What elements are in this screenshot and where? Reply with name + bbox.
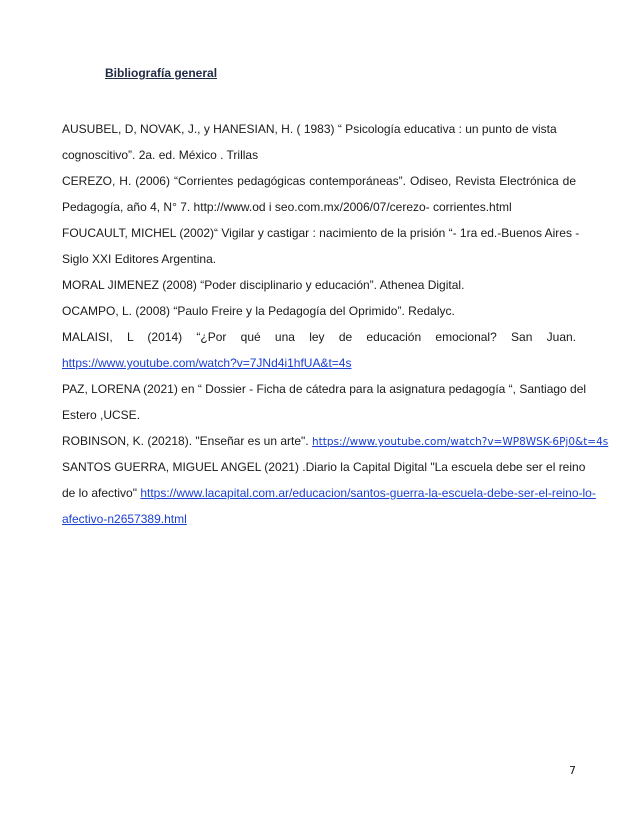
reference-santos-guerra <box>62 454 596 532</box>
reference-line: PAZ, LORENA (2021) en “ Dossier - Ficha de cátedra para la asignatura pedagogía “, Santiago del <box>62 382 587 396</box>
reference-line: AUSUBEL, D, NOVAK, J., y HANESIAN, H. ( 1983) “ Psicología educativa : un punto de vista <box>62 122 557 136</box>
reference-ausubel <box>62 116 576 168</box>
reference-line: CEREZO, H. (2006) “Corrientes pedagógicas contemporáneas”. Odiseo, Revista Electrónica de <box>62 174 576 188</box>
reference-line: FOUCAULT, MICHEL (2002)“ Vigilar y castigar : nacimiento de la prisión “- 1ra ed.-Buenos Aires - <box>62 226 580 240</box>
reference-line <box>62 428 609 455</box>
reference-robinson <box>62 428 609 455</box>
reference-line: SANTOS GUERRA, MIGUEL ANGEL (2021) .Diario la Capital Digital "La escuela debe ser el reino <box>62 460 586 474</box>
reference-malaisi <box>62 324 576 376</box>
page-heading: Bibliografía general <box>105 66 218 80</box>
reference-line: cognoscitivo”. 2a. ed. México . Trillas <box>62 148 259 162</box>
reference-moral <box>62 272 576 298</box>
reference-text: ROBINSON, K. (20218). "Enseñar es un arte". <box>62 434 312 448</box>
page-number: 7 <box>569 764 576 777</box>
reference-line: Estero ,UCSE. <box>62 408 141 422</box>
youtube-link-malaisi[interactable]: https://www.youtube.com/watch?v=7JNd4i1hfUA&t=4s <box>62 356 352 370</box>
reference-line <box>62 506 576 532</box>
reference-line <box>62 350 576 376</box>
reference-line <box>62 480 596 506</box>
reference-line: Pedagogía, año 4, N° 7. http://www.od i seo.com.mx/2006/07/cerezo- corrientes.html <box>62 200 512 214</box>
reference-line: OCAMPO, L. (2008) “Paulo Freire y la Pedagogía del Oprimido”. Redalyc. <box>62 304 455 318</box>
reference-text: de lo afectivo" <box>62 486 141 500</box>
reference-paz <box>62 376 587 428</box>
lacapital-link-part1[interactable]: https://www.lacapital.com.ar/educacion/santos-guerra-la-escuela-debe-ser-el-reino-lo- <box>140 486 596 500</box>
reference-line: MORAL JIMENEZ (2008) “Poder disciplinario y educación”. Athenea Digital. <box>62 278 465 292</box>
reference-line: Siglo XXI Editores Argentina. <box>62 252 217 266</box>
reference-foucault <box>62 220 580 272</box>
reference-ocampo <box>62 298 576 324</box>
reference-cerezo <box>62 168 576 220</box>
lacapital-link-part2[interactable]: afectivo-n2657389.html <box>62 512 187 526</box>
youtube-link-robinson[interactable]: https://www.youtube.com/watch?v=WP8WSK-6Pj0&t=4s <box>311 436 609 448</box>
reference-line: MALAISI, L (2014) “¿Por qué una ley de educación emocional? San Juan. <box>62 330 576 344</box>
